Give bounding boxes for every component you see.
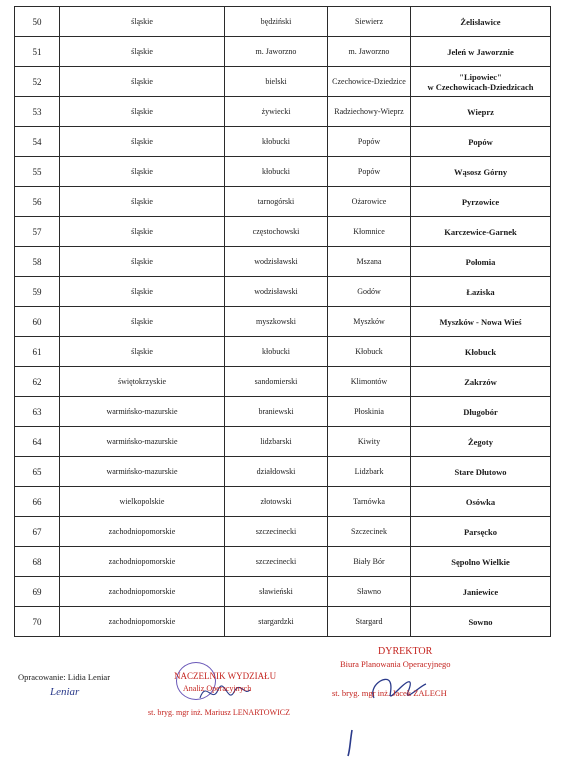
table-row	[15, 127, 551, 157]
commune-cell: Klimontów	[328, 367, 411, 397]
table-row	[15, 337, 551, 367]
commune-cell: Kłobuck	[328, 337, 411, 367]
county-cell: m. Jaworzno	[225, 37, 328, 67]
row-number: 58	[15, 247, 60, 277]
prepared-by-block	[18, 672, 111, 698]
table-row	[15, 367, 551, 397]
unit-cell: Długobór	[411, 397, 551, 427]
unit-cell: Stare Dłutowo	[411, 457, 551, 487]
commune-cell: Ożarowice	[328, 187, 411, 217]
voivodeship-cell: śląskie	[60, 337, 225, 367]
head-of-department-stamp	[140, 660, 300, 720]
county-cell: działdowski	[225, 457, 328, 487]
county-cell: wodzisławski	[225, 247, 328, 277]
unit-name-line: w Czechowicach-Dziedzicach	[427, 81, 534, 92]
county-cell: będziński	[225, 7, 328, 37]
county-cell: bielski	[225, 67, 328, 97]
row-number: 54	[15, 127, 60, 157]
table-row	[15, 547, 551, 577]
unit-cell: Wieprz	[411, 97, 551, 127]
commune-cell: Biały Bór	[328, 547, 411, 577]
unit-cell	[411, 67, 551, 97]
commune-cell: Kłomnice	[328, 217, 411, 247]
voivodeship-cell: zachodniopomorskie	[60, 547, 225, 577]
row-number: 69	[15, 577, 60, 607]
commune-cell: Kiwity	[328, 427, 411, 457]
unit-cell: Jeleń w Jaworznie	[411, 37, 551, 67]
unit-cell: Myszków - Nowa Wieś	[411, 307, 551, 337]
voivodeship-cell: warmińsko-mazurskie	[60, 457, 225, 487]
commune-cell: Myszków	[328, 307, 411, 337]
table-row	[15, 157, 551, 187]
row-number: 53	[15, 97, 60, 127]
director-stamp	[328, 646, 488, 756]
document-page	[14, 6, 550, 637]
unit-cell: Pyrzowice	[411, 187, 551, 217]
row-number: 68	[15, 547, 60, 577]
county-cell: tarnogórski	[225, 187, 328, 217]
commune-cell: Mszana	[328, 247, 411, 277]
county-cell: kłobucki	[225, 157, 328, 187]
commune-cell: Płoskinia	[328, 397, 411, 427]
county-cell: sławieński	[225, 577, 328, 607]
county-cell: kłobucki	[225, 127, 328, 157]
voivodeship-cell: śląskie	[60, 187, 225, 217]
unit-cell: Kłobuck	[411, 337, 551, 367]
commune-cell: Popów	[328, 157, 411, 187]
table-row	[15, 277, 551, 307]
row-number: 63	[15, 397, 60, 427]
commune-cell: Popów	[328, 127, 411, 157]
county-cell: braniewski	[225, 397, 328, 427]
unit-cell: Zakrzów	[411, 367, 551, 397]
table-row	[15, 217, 551, 247]
voivodeship-cell: śląskie	[60, 217, 225, 247]
unit-name-line: "Lipowiec"	[459, 71, 502, 82]
unit-cell: Sowno	[411, 607, 551, 637]
unit-cell: Karczewice-Garnek	[411, 217, 551, 247]
head-name: st. bryg. mgr inż. Mariusz LENARTOWICZ	[148, 708, 291, 717]
county-cell: złotowski	[225, 487, 328, 517]
row-number: 55	[15, 157, 60, 187]
commune-cell: Szczecinek	[328, 517, 411, 547]
director-office: Biura Planowania Operacyjnego	[340, 659, 451, 669]
voivodeship-cell: świętokrzyskie	[60, 367, 225, 397]
commune-cell: m. Jaworzno	[328, 37, 411, 67]
unit-cell: Janiewice	[411, 577, 551, 607]
table-row	[15, 247, 551, 277]
row-number: 70	[15, 607, 60, 637]
table-row	[15, 37, 551, 67]
county-cell: lidzbarski	[225, 427, 328, 457]
county-cell: stargardzki	[225, 607, 328, 637]
row-number: 50	[15, 7, 60, 37]
county-cell: żywiecki	[225, 97, 328, 127]
director-title: DYREKTOR	[378, 646, 433, 657]
voivodeship-cell: śląskie	[60, 247, 225, 277]
table-row	[15, 517, 551, 547]
voivodeship-cell: warmińsko-mazurskie	[60, 427, 225, 457]
voivodeship-cell: śląskie	[60, 7, 225, 37]
row-number: 64	[15, 427, 60, 457]
voivodeship-cell: śląskie	[60, 97, 225, 127]
unit-cell: Popów	[411, 127, 551, 157]
unit-cell: Żegoty	[411, 427, 551, 457]
row-number: 65	[15, 457, 60, 487]
voivodeship-cell: zachodniopomorskie	[60, 607, 225, 637]
prepared-by-signature: Leniar	[50, 686, 80, 698]
row-number: 60	[15, 307, 60, 337]
row-number: 61	[15, 337, 60, 367]
table-row	[15, 427, 551, 457]
commune-cell: Radziechowy-Wieprz	[328, 97, 411, 127]
table-row	[15, 487, 551, 517]
voivodeship-cell: zachodniopomorskie	[60, 577, 225, 607]
county-cell: sandomierski	[225, 367, 328, 397]
row-number: 56	[15, 187, 60, 217]
voivodeship-cell: warmińsko-mazurskie	[60, 397, 225, 427]
table-row	[15, 577, 551, 607]
table-row	[15, 97, 551, 127]
county-cell: szczecinecki	[225, 547, 328, 577]
county-cell: myszkowski	[225, 307, 328, 337]
commune-cell: Siewierz	[328, 7, 411, 37]
head-department: Analiz Operacyjnych	[183, 684, 252, 693]
row-number: 57	[15, 217, 60, 247]
commune-cell: Tarnówka	[328, 487, 411, 517]
director-signature-scribble	[328, 646, 488, 756]
table-row	[15, 7, 551, 37]
head-title: NACZELNIK WYDZIAŁU	[174, 671, 277, 681]
voivodeship-cell: śląskie	[60, 277, 225, 307]
voivodeship-cell: śląskie	[60, 67, 225, 97]
unit-cell: Połomia	[411, 247, 551, 277]
table-row	[15, 187, 551, 217]
row-number: 67	[15, 517, 60, 547]
row-number: 66	[15, 487, 60, 517]
row-number: 59	[15, 277, 60, 307]
voivodeship-cell: śląskie	[60, 157, 225, 187]
county-cell: częstochowski	[225, 217, 328, 247]
commune-cell: Stargard	[328, 607, 411, 637]
commune-cell: Godów	[328, 277, 411, 307]
voivodeship-cell: zachodniopomorskie	[60, 517, 225, 547]
table-row	[15, 457, 551, 487]
voivodeship-cell: wielkopolskie	[60, 487, 225, 517]
row-number: 52	[15, 67, 60, 97]
unit-cell: Wąsosz Górny	[411, 157, 551, 187]
table-row	[15, 307, 551, 337]
unit-cell: Łaziska	[411, 277, 551, 307]
unit-cell: Parsęcko	[411, 517, 551, 547]
county-cell: szczecinecki	[225, 517, 328, 547]
county-cell: kłobucki	[225, 337, 328, 367]
unit-cell: Osówka	[411, 487, 551, 517]
commune-cell: Lidzbark	[328, 457, 411, 487]
table-row	[15, 607, 551, 637]
voivodeship-cell: śląskie	[60, 37, 225, 67]
table-row	[15, 67, 551, 97]
commune-cell: Sławno	[328, 577, 411, 607]
unit-cell: Sępolno Wielkie	[411, 547, 551, 577]
prepared-by-text: Opracowanie: Lidia Leniar	[18, 672, 111, 682]
row-number: 51	[15, 37, 60, 67]
table-row	[15, 397, 551, 427]
voivodeship-cell: śląskie	[60, 127, 225, 157]
county-cell: wodzisławski	[225, 277, 328, 307]
director-name: st. bryg. mgr inż. Jacek ZALECH	[332, 688, 447, 698]
commune-cell: Czechowice-Dziedzice	[328, 67, 411, 97]
units-table	[14, 6, 551, 637]
row-number: 62	[15, 367, 60, 397]
unit-cell: Żelisławice	[411, 7, 551, 37]
voivodeship-cell: śląskie	[60, 307, 225, 337]
